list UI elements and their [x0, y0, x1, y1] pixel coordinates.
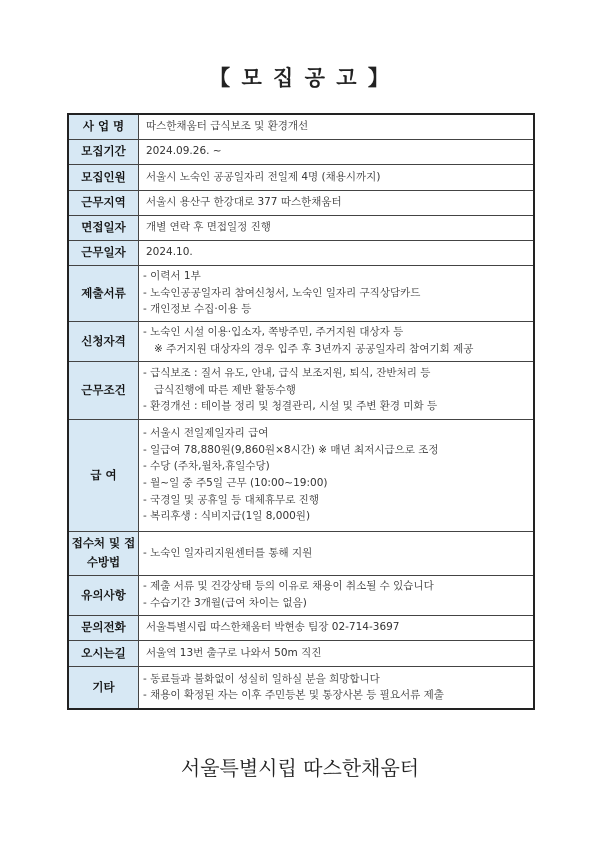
value-line: - 일급여 78,880원(9,860원×8시간) ※ 매년 최저시급으로 조정 [143, 443, 439, 456]
row-label: 접수처 및 접수방법 [68, 531, 139, 575]
row-value [139, 164, 535, 190]
value-line: - 노숙인 일자리지원센터를 통해 지원 [143, 546, 313, 559]
value-line: - 급식보조 : 질서 유도, 안내, 급식 보조지원, 퇴식, 잔반처리 등 [143, 367, 431, 380]
row-label: 신청자격 [68, 321, 139, 361]
table-row [68, 164, 534, 190]
value-line: ※ 주거지원 대상자의 경우 입주 후 3년까지 공공일자리 참여기회 제공 [154, 343, 474, 355]
notice-title: 【 모 집 공 고 】 [209, 65, 391, 90]
row-value [139, 215, 535, 240]
value-line: - 수당 (주차,월차,휴일수당) [143, 460, 270, 473]
value-line: - 서울시 전일제일자리 급여 [143, 427, 269, 440]
value-line: - 개인정보 수집·이용 등 [143, 303, 252, 316]
row-value [139, 240, 535, 265]
value-line: - 수습기간 3개월(급여 차이는 없음) [143, 597, 307, 609]
row-label: 제출서류 [68, 265, 139, 321]
row-value [139, 190, 535, 215]
table-row [68, 139, 534, 164]
value-line: - 채용이 확정된 자는 이후 주민등본 및 통장사본 등 필요서류 제출 [143, 689, 444, 702]
table-row [68, 640, 534, 666]
table-row [68, 321, 534, 361]
table-row [68, 666, 534, 709]
table-row [68, 190, 534, 215]
row-label: 근무지역 [68, 190, 139, 215]
table-row [68, 240, 534, 265]
value-line: 급식진행에 따른 제반 활동수행 [154, 383, 296, 396]
value-line: 서울시 노숙인 공공일자리 전일제 4명 (채용시까지) [146, 170, 381, 183]
row-value [139, 321, 535, 361]
organization-name: 서울특별시립 따스한채움터 [180, 756, 420, 780]
row-value [139, 575, 535, 615]
table-row [68, 615, 534, 640]
row-label: 면접일자 [68, 215, 139, 240]
row-label: 모집기간 [68, 139, 139, 164]
value-line: - 이력서 1부 [143, 270, 201, 283]
row-value [139, 265, 535, 321]
row-value [139, 640, 535, 666]
value-line: - 복리후생 : 식비지급(1일 8,000원) [143, 510, 311, 523]
value-line: - 월~일 중 주5일 근무 (10:00~19:00) [143, 477, 328, 489]
row-value [139, 139, 535, 164]
row-label: 근무조건 [68, 361, 139, 419]
row-value [139, 615, 535, 640]
table-row [68, 114, 534, 139]
table-row [68, 265, 534, 321]
value-line: 서울시 용산구 한강대로 377 따스한채움터 [146, 196, 342, 208]
row-label: 사 업 명 [68, 114, 139, 139]
value-line: 따스한채움터 급식보조 및 환경개선 [146, 120, 309, 133]
recruitment-table [67, 113, 535, 710]
value-line: - 동료들과 불화없이 성실히 일하실 분을 희망합니다 [143, 672, 380, 685]
row-value [139, 531, 535, 575]
value-line: - 국경일 및 공휴일 등 대체휴무로 진행 [143, 493, 319, 506]
row-label: 문의전화 [68, 615, 139, 640]
row-label: 모집인원 [68, 164, 139, 190]
row-value [139, 666, 535, 709]
row-label: 오시는길 [68, 640, 139, 666]
row-label: 급 여 [68, 419, 139, 531]
row-value [139, 419, 535, 531]
value-line: - 노숙인 시설 이용·입소자, 쪽방주민, 주거지원 대상자 등 [143, 326, 404, 339]
value-line: - 환경개선 : 테이블 정리 및 청결관리, 시설 및 주변 환경 미화 등 [143, 400, 438, 413]
table-row [68, 531, 534, 575]
value-line: - 제출 서류 및 건강상태 등의 이유로 채용이 취소될 수 있습니다 [143, 580, 434, 593]
row-value [139, 361, 535, 419]
table-row [68, 361, 534, 419]
row-label: 유의사항 [68, 575, 139, 615]
table-row [68, 419, 534, 531]
row-value [139, 114, 535, 139]
row-label: 근무일자 [68, 240, 139, 265]
row-label: 기타 [68, 666, 139, 709]
table-row [68, 575, 534, 615]
value-line: 서울역 13번 출구로 나와서 50m 직진 [146, 646, 322, 659]
table-row [68, 215, 534, 240]
value-line: 2024.10. [146, 246, 193, 258]
value-line: - 노숙인공공일자리 참여신청서, 노숙인 일자리 구직상담카드 [143, 286, 421, 299]
value-line: 서울특별시립 따스한채움터 박현송 팀장 02-714-3697 [146, 621, 400, 633]
value-line: 개별 연락 후 면접일정 진행 [146, 221, 271, 233]
value-line: 2024.09.26. ~ [146, 145, 222, 157]
